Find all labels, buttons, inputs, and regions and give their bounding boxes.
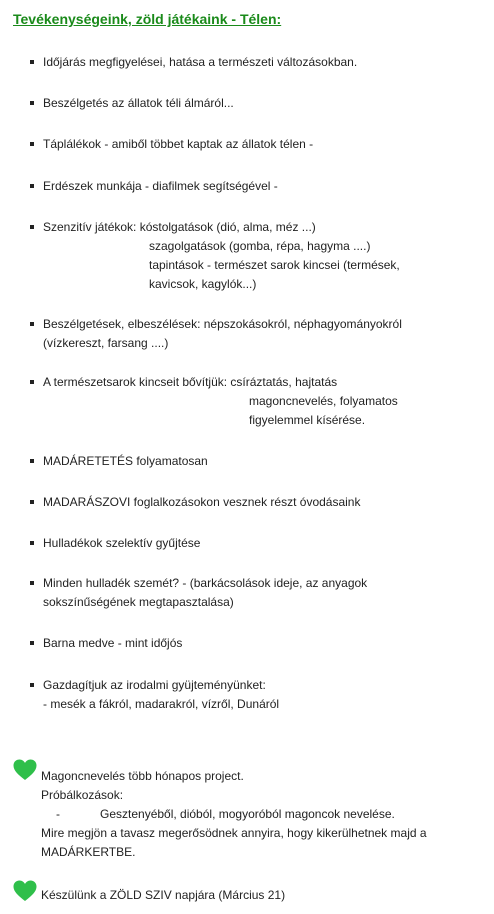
list-item: Időjárás megfigyelései, hatása a természeti változásokban. (43, 53, 357, 72)
list-item: Erdészek munkája - diafilmek segítségével - (43, 177, 278, 196)
heart-icon (13, 880, 37, 902)
bullet-icon (30, 184, 34, 188)
bullet-icon (30, 142, 34, 146)
bullet-icon (30, 683, 34, 687)
bullet-icon (30, 322, 34, 326)
bullet-icon (30, 380, 34, 384)
list-item: A természetsarok kincseit bővítjük: csíráztatás, hajtatás magoncnevelés, folyamatos figyelemmel kísérése. (43, 373, 398, 430)
list-item: Barna medve - mint időjós (43, 634, 182, 653)
bullet-icon (30, 500, 34, 504)
list-item: Táplálékok - amiből többet kaptak az állatok télen - (43, 135, 313, 154)
list-item: Minden hulladék szemét? - (barkácsolások ideje, az anyagok sokszínűségének megtapasztalása) (43, 574, 367, 612)
project-block: Magoncnevelés több hónapos project. Próbálkozások: - Gesztenyéből, dióból, mogyoróból magoncok nevelése. Mire megjön a tavasz megerősödnek annyira, hogy kikerülhetnek majd a MADÁRKERTBE. (13, 759, 427, 862)
bullet-icon (30, 541, 34, 545)
list-item: Gazdagítjuk az irodalmi gyüjteményünket: - mesék a fákról, madarakról, vízről, Dunáról (43, 676, 279, 714)
bullet-icon (30, 459, 34, 463)
list-item: MADÁRETETÉS folyamatosan (43, 452, 208, 471)
list-item: MADARÁSZOVI foglalkozásokon vesznek részt óvodásaink (43, 493, 360, 512)
page-title: Tevékenységeink, zöld játékaink - Télen: (13, 11, 282, 27)
bullet-icon (30, 641, 34, 645)
list-item: Hulladékok szelektív gyűjtése (43, 534, 200, 553)
bullet-icon (30, 225, 34, 229)
bullet-icon (30, 60, 34, 64)
heart-icon (13, 759, 37, 781)
bullet-icon (30, 581, 34, 585)
list-item: Beszélgetések, elbeszélések: népszokásokról, néphagyományokról (vízkereszt, farsang ....) (43, 315, 402, 353)
list-item: Szenzitív játékok: kóstolgatások (dió, alma, méz ...) szagolgatások (gomba, répa, hagyma ....) tapintások - természet sarok kincsei (termések, kavicsok, kagylók...) (43, 218, 400, 294)
project-block: Készülünk a ZÖLD SZIV napjára (Március 21) (13, 880, 285, 905)
list-item: Beszélgetés az állatok téli álmáról... (43, 94, 234, 113)
bullet-icon (30, 101, 34, 105)
